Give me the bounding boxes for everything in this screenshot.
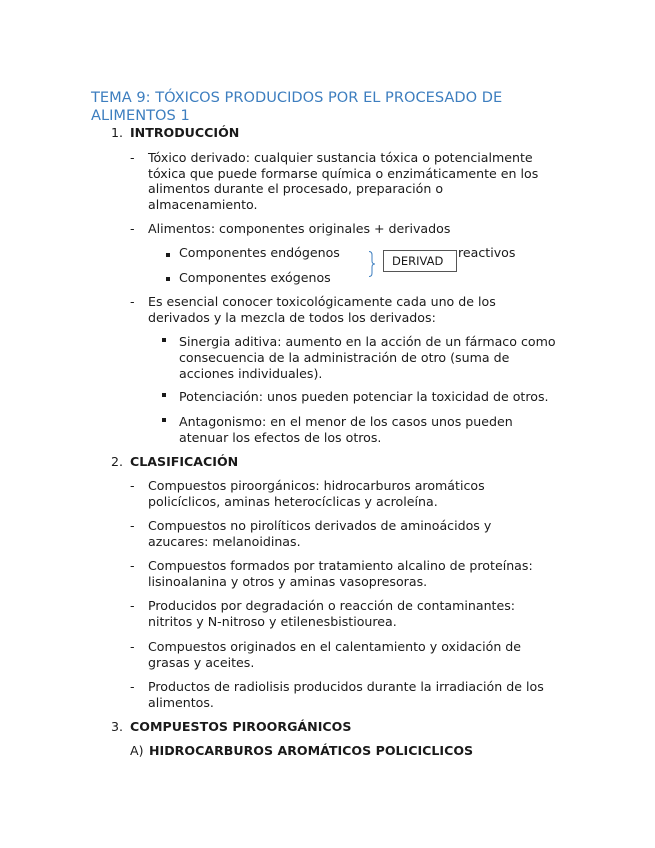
classification-5-line-1: Compuestos originados en el calentamiento y oxidación de	[148, 639, 522, 654]
classification-4-line-2: nitritos y N-nitroso y etilenesbistiourea.	[148, 614, 397, 629]
classification-2-line-1: Compuestos no pirolíticos derivados de aminoácidos y	[148, 518, 492, 533]
bullet-square	[162, 393, 166, 397]
section-2-heading: CLASIFICACIÓN	[130, 454, 239, 469]
intro-definition-line-1: Tóxico derivado: cualquier sustancia tóxica o potencialmente	[148, 150, 533, 165]
list-dash: -	[130, 639, 135, 654]
intro-essential-line-1: Es esencial conocer toxicológicamente cada uno de los	[148, 294, 496, 309]
synergy-line-3: acciones individuales).	[179, 366, 323, 381]
intro-foods-line: Alimentos: componentes originales + derivados	[148, 221, 451, 236]
classification-4-line-1: Producidos por degradación o reacción de contaminantes:	[148, 598, 516, 613]
synergy-line-2: consecuencia de la administración de otro (suma de	[179, 350, 510, 365]
classification-1-line-2: policíclicos, aminas heterocíclicas y acroleína.	[148, 494, 438, 509]
component-endogenous: Componentes endógenos	[179, 245, 340, 260]
bullet-square	[162, 418, 166, 422]
section-1-number: 1.	[111, 125, 124, 140]
subsection-marker: A)	[130, 743, 144, 758]
intro-essential-line-2: derivados y la mezcla de todos los derivados:	[148, 310, 436, 325]
section-3-heading: COMPUESTOS PIROORGÁNICOS	[130, 719, 352, 734]
classification-5-line-2: grasas y aceites.	[148, 655, 255, 670]
intro-definition-line-3: alimentos durante el procesado, preparación o	[148, 181, 444, 196]
right-brace-icon	[368, 251, 376, 277]
antagonism-line-2: atenuar los efectos de los otros.	[179, 430, 382, 445]
derivad-text-box: DERIVAD	[383, 250, 457, 272]
document-title-line-1: TEMA 9: TÓXICOS PRODUCIDOS POR EL PROCESADO DE	[91, 89, 503, 106]
classification-6-line-1: Productos de radiolisis producidos durante la irradiación de los	[148, 679, 544, 694]
section-2-number: 2.	[111, 454, 124, 469]
classification-6-line-2: alimentos.	[148, 695, 214, 710]
list-dash: -	[130, 598, 135, 613]
list-dash: -	[130, 150, 135, 165]
list-dash: -	[130, 679, 135, 694]
potentiation-line: Potenciación: unos pueden potenciar la toxicidad de otros.	[179, 389, 549, 404]
intro-definition-line-4: almacenamiento.	[148, 197, 258, 212]
bullet-square	[166, 277, 170, 281]
bullet-square	[162, 338, 166, 342]
list-dash: -	[130, 478, 135, 493]
list-dash: -	[130, 518, 135, 533]
list-dash: -	[130, 558, 135, 573]
reactivos-label: reactivos	[458, 245, 516, 260]
list-dash: -	[130, 294, 135, 309]
section-1-heading: INTRODUCCIÓN	[130, 125, 240, 140]
subsection-heading: HIDROCARBUROS AROMÁTICOS POLICICLICOS	[149, 743, 474, 758]
classification-3-line-2: lisinoalanina y otros y aminas vasopresoras.	[148, 574, 428, 589]
component-exogenous: Componentes exógenos	[179, 270, 331, 285]
antagonism-line-1: Antagonismo: en el menor de los casos unos pueden	[179, 414, 513, 429]
classification-3-line-1: Compuestos formados por tratamiento alcalino de proteínas:	[148, 558, 533, 573]
synergy-line-1: Sinergia aditiva: aumento en la acción de un fármaco como	[179, 334, 556, 349]
list-dash: -	[130, 221, 135, 236]
intro-definition-line-2: tóxica que puede formarse química o enzimáticamente en los	[148, 166, 539, 181]
bullet-square	[166, 253, 170, 257]
classification-1-line-1: Compuestos piroorgánicos: hidrocarburos aromáticos	[148, 478, 485, 493]
classification-2-line-2: azucares: melanoidinas.	[148, 534, 301, 549]
section-3-number: 3.	[111, 719, 124, 734]
document-title-line-2: ALIMENTOS 1	[91, 107, 190, 124]
